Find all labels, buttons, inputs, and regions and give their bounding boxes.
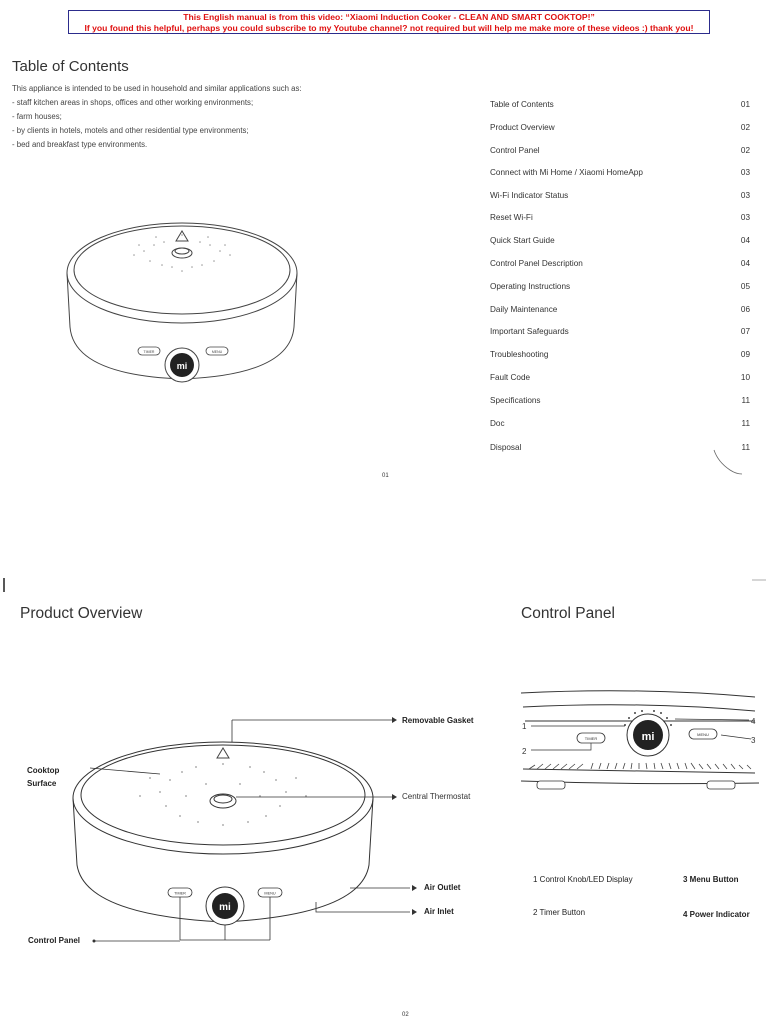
control-panel-diagram: [515, 685, 765, 805]
video-credit-banner: [68, 10, 710, 34]
toc-entry-label: Daily Maintenance: [490, 305, 558, 314]
callout-central-thermostat: Central Thermostat: [402, 792, 471, 801]
cooktop-illustration: [64, 215, 304, 385]
toc-entry-label: Doc: [490, 419, 505, 428]
control-panel-timer-button: [577, 733, 605, 743]
toc-entry-page: 05: [740, 282, 750, 291]
toc-entry-label: Disposal: [490, 443, 522, 452]
panel-marker-2: 2: [522, 747, 527, 756]
control-panel-timer-label: TIMER: [584, 736, 598, 741]
page1-timer-button: [138, 347, 160, 355]
toc-entry-page: 04: [740, 236, 750, 245]
control-panel-menu-button: [689, 729, 717, 739]
toc-entry-page: 09: [740, 350, 750, 359]
panel-marker-3: 3: [751, 736, 756, 745]
toc-entry: [490, 236, 750, 248]
toc-entry-label: Wi-Fi Indicator Status: [490, 191, 569, 200]
legend-item-menu-button: 3 Menu Button: [683, 875, 739, 884]
scan-edge-marks: [0, 576, 768, 596]
callout-control-panel: Control Panel: [28, 936, 81, 945]
toc-entry-label: Fault Code: [490, 373, 531, 382]
legend-item-power-indicator: 4 Power Indicator: [683, 910, 750, 919]
section-title-product-overview: Product Overview: [20, 605, 143, 622]
toc-entry-page: 11: [741, 419, 750, 428]
toc-entry-label: Important Safeguards: [490, 327, 569, 336]
toc-entry: [490, 168, 750, 180]
callout-cooktop-surface-line2: Surface: [27, 779, 57, 788]
page-number-02: 02: [402, 1012, 409, 1018]
intended-use-intro: This appliance is intended to be used in household and similar applications such as:: [12, 84, 302, 93]
intended-use-bullet: - farm houses;: [12, 112, 62, 121]
section-title-control-panel: Control Panel: [521, 605, 615, 622]
overview-menu-button: [258, 888, 282, 897]
control-panel-mi-logo: mi: [641, 731, 655, 743]
toc-entry: [490, 259, 750, 271]
overview-control-knob: [206, 887, 244, 925]
toc-entry: [490, 350, 750, 362]
toc-entry: [490, 191, 750, 203]
overview-timer-button: [168, 888, 192, 897]
toc-entry-label: Control Panel Description: [490, 259, 583, 268]
legend-item-control-knob: 1 Control Knob/LED Display: [533, 875, 633, 884]
control-panel-legend: [533, 873, 758, 923]
warning-triangle-icon: [217, 748, 229, 758]
toc-entry-page: 02: [740, 123, 750, 132]
overview-timer-label: TIMER: [174, 891, 186, 896]
banner-line-2: If you found this helpful, perhaps you could subscribe to my Youtube channel? not required but will help me make more of these videos :) thank you!: [84, 23, 694, 33]
vent-slots: [529, 763, 751, 769]
page1-menu-button: [206, 347, 228, 355]
page-title-table-of-contents: Table of Contents: [12, 58, 129, 75]
callout-removable-gasket: Removable Gasket: [402, 716, 474, 725]
toc-entry: [490, 327, 750, 339]
toc-entry: [490, 282, 750, 294]
intended-use-bullet: - bed and breakfast type environments.: [12, 140, 148, 149]
toc-entry: [490, 100, 750, 112]
toc-entry-label: Specifications: [490, 396, 541, 405]
toc-entry: [490, 213, 750, 225]
toc-entry-page: 03: [740, 168, 750, 177]
toc-entry-page: 03: [740, 213, 750, 222]
warning-triangle-icon: [176, 231, 188, 241]
burner-dot-pattern: [133, 234, 231, 272]
toc-entry: [490, 419, 750, 431]
toc-entry-page: 07: [740, 327, 750, 336]
panel-marker-4: 4: [751, 717, 756, 726]
toc-entry-page: 03: [740, 191, 750, 200]
toc-entry: [490, 396, 750, 408]
toc-entry: [490, 373, 750, 385]
intended-use-text: [12, 82, 362, 152]
panel-marker-1: 1: [522, 722, 527, 731]
control-panel-menu-label: MENU: [697, 732, 709, 737]
page1-timer-label: TIMER: [143, 350, 155, 354]
legend-item-timer-button: 2 Timer Button: [533, 908, 586, 917]
page1-control-knob: [165, 348, 199, 382]
toc-entry-label: Connect with Mi Home / Xiaomi HomeApp: [490, 168, 643, 177]
intended-use-bullet: - by clients in hotels, motels and other residential type environments;: [12, 126, 249, 135]
toc-entry: [490, 443, 750, 455]
banner-line-1: This English manual is from this video: “Xiaomi Induction Cooker - CLEAN AND SMART COOKTOP!”: [183, 12, 595, 22]
toc-entry-page: 06: [740, 305, 750, 314]
callout-cooktop-surface: [27, 764, 59, 790]
toc-entry-label: Control Panel: [490, 146, 540, 155]
callout-air-outlet: Air Outlet: [424, 883, 461, 892]
toc-entry-label: Quick Start Guide: [490, 236, 555, 245]
toc-entry-label: Reset Wi-Fi: [490, 213, 533, 222]
toc-entry-page: 11: [741, 443, 750, 452]
toc-entry-label: Operating Instructions: [490, 282, 571, 291]
toc-entry-page: 02: [740, 146, 750, 155]
callout-air-inlet: Air Inlet: [424, 907, 454, 916]
toc-entry: [490, 123, 750, 135]
page1-mi-logo: mi: [176, 361, 188, 371]
control-panel-knob: [627, 714, 669, 756]
toc-entry-label: Product Overview: [490, 123, 555, 132]
toc-entry-page: 04: [740, 259, 750, 268]
pen-mark: [712, 448, 752, 478]
callout-leader-lines: [90, 720, 410, 941]
toc-entry-label: Table of Contents: [490, 100, 554, 109]
page1-menu-label: MENU: [211, 350, 223, 354]
callout-cooktop-surface-line1: Cooktop: [27, 766, 60, 775]
toc-entry-page: 11: [741, 396, 750, 405]
toc-entry-page: 01: [740, 100, 750, 109]
toc-entry-label: Troubleshooting: [490, 350, 549, 359]
toc-entry: [490, 146, 750, 158]
overview-menu-label: MENU: [264, 891, 276, 896]
overview-mi-logo: mi: [219, 902, 231, 913]
page-number-01: 01: [382, 473, 389, 479]
toc-entry-page: 10: [740, 373, 750, 382]
toc-entry: [490, 305, 750, 317]
intended-use-bullet: - staff kitchen areas in shops, offices and other working environments;: [12, 98, 254, 107]
